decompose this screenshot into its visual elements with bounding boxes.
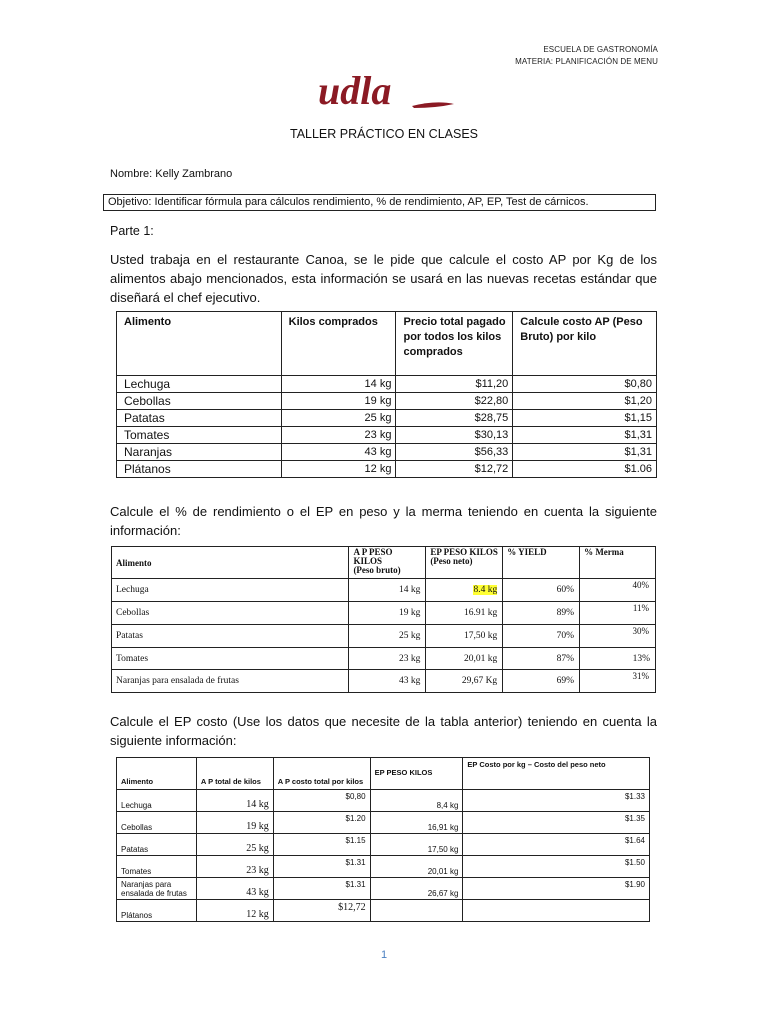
logo-text: udla	[318, 70, 392, 113]
ap-cost-value: $12,72	[338, 902, 366, 913]
header-cell: Kilos comprados	[281, 312, 396, 376]
food-cell: Tomates	[112, 648, 349, 670]
waste-cell: 11%	[580, 602, 656, 625]
food-cell: Plátanos	[117, 461, 282, 478]
header-ap-weight: A P PESO KILOS	[353, 547, 393, 566]
price-cell: $11,20	[396, 376, 513, 393]
kilos-cell: 23 kg	[281, 427, 396, 444]
ep-weight-cell: 29,67 Kg	[426, 670, 503, 693]
kilos-cell: 43 kg	[281, 444, 396, 461]
instructions-paragraph-1: Usted trabaja en el restaurante Canoa, se le pide que calcule el costo AP por Kg de los alimentos abajo mencionados, esta información se usará en las nuevas recetas estándar que diseñará el chef ejecutivo.	[110, 252, 657, 305]
table-row	[117, 427, 657, 444]
food-cell: Cebollas	[117, 393, 282, 410]
ap-cost-cell	[273, 900, 370, 922]
food-cell: Patatas	[117, 410, 282, 427]
ap-cost-cell: $1,31	[513, 444, 657, 461]
price-cell: $12,72	[396, 461, 513, 478]
ap-kilos-value: 43 kg	[246, 887, 269, 898]
ap-cost-cell: $1.31	[273, 856, 370, 878]
food-cell: Naranjas para ensalada de frutas	[112, 670, 349, 693]
food-cell: Naranjas para ensalada de frutas	[117, 878, 197, 900]
ep-kilos-cell	[370, 900, 463, 922]
yield-cell: 89%	[503, 602, 580, 625]
waste-cell: 30%	[580, 625, 656, 648]
ep-weight-cell	[426, 579, 503, 602]
header-cell: Alimento	[112, 547, 349, 579]
ep-kilos-cell: 26,67 kg	[370, 878, 463, 900]
table-row	[112, 648, 656, 670]
ap-kilos-cell	[196, 878, 273, 900]
ap-kilos-cell	[196, 790, 273, 812]
ep-kilos-cell: 16,91 kg	[370, 812, 463, 834]
ep-kilos-cell: 8,4 kg	[370, 790, 463, 812]
header-ep-weight: EP PESO KILOS	[430, 547, 498, 557]
ap-cost-cell: $1.20	[273, 812, 370, 834]
part-heading: Parte 1:	[110, 224, 154, 238]
yield-cell: 60%	[503, 579, 580, 602]
ap-cost-cell: $1.31	[273, 878, 370, 900]
ap-kilos-value: 23 kg	[246, 865, 269, 876]
yield-cell: 70%	[503, 625, 580, 648]
waste-cell: 13%	[580, 648, 656, 670]
yield-cell: 69%	[503, 670, 580, 693]
ap-kilos-value: 12 kg	[246, 909, 269, 920]
ep-cost-table	[116, 757, 650, 922]
ap-kilos-cell	[196, 900, 273, 922]
header-cell: Alimento	[117, 312, 282, 376]
header-cell: A P total de kilos	[196, 758, 273, 790]
header-cell: % YIELD	[503, 547, 580, 579]
food-cell: Naranjas	[117, 444, 282, 461]
food-cell: Tomates	[117, 856, 197, 878]
table-row	[117, 393, 657, 410]
food-cell: Tomates	[117, 427, 282, 444]
header-cell: Alimento	[117, 758, 197, 790]
food-cell: Patatas	[112, 625, 349, 648]
ap-kilos-value: 14 kg	[246, 799, 269, 810]
table-row	[117, 834, 650, 856]
ap-cost-table	[116, 311, 657, 478]
table-header-row	[117, 758, 650, 790]
food-cell: Cebollas	[117, 812, 197, 834]
ap-kilos-cell	[196, 834, 273, 856]
table-row	[117, 878, 650, 900]
price-cell: $22,80	[396, 393, 513, 410]
kilos-cell: 19 kg	[281, 393, 396, 410]
page-number: 1	[380, 949, 388, 961]
ap-cost-cell: $1.06	[513, 461, 657, 478]
yield-table	[111, 546, 656, 693]
ap-weight-cell: 43 kg	[349, 670, 426, 693]
header-cell: EP PESO KILOS	[370, 758, 463, 790]
table-row	[112, 625, 656, 648]
yield-cell: 87%	[503, 648, 580, 670]
food-cell: Cebollas	[112, 602, 349, 625]
instructions-paragraph-2: Calcule el % de rendimiento o el EP en peso y la merma teniendo en cuenta la siguiente información:	[110, 504, 657, 538]
ap-cost-cell: $1,20	[513, 393, 657, 410]
school-header	[515, 44, 658, 68]
food-cell: Patatas	[117, 834, 197, 856]
ap-weight-cell: 14 kg	[349, 579, 426, 602]
ep-weight-cell: 17,50 kg	[426, 625, 503, 648]
ap-kilos-cell	[196, 812, 273, 834]
table-row	[117, 812, 650, 834]
price-cell: $30,13	[396, 427, 513, 444]
header-cell: EP Costo por kg – Costo del peso neto	[463, 758, 650, 790]
food-cell: Lechuga	[112, 579, 349, 602]
waste-cell: 31%	[580, 670, 656, 693]
highlighted-value: 8.4 kg	[473, 585, 498, 595]
food-cell: Lechuga	[117, 790, 197, 812]
header-cell: Calcule costo AP (Peso Bruto) por kilo	[513, 312, 657, 376]
food-cell: Lechuga	[117, 376, 282, 393]
page-title: TALLER PRÁCTICO EN CLASES	[289, 127, 478, 141]
kilos-cell: 12 kg	[281, 461, 396, 478]
table-header-row	[112, 547, 656, 579]
ep-weight-cell: 16.91 kg	[426, 602, 503, 625]
school-name: ESCUELA DE GASTRONOMÍA	[543, 45, 658, 54]
ep-cost-cell: $1.90	[463, 878, 650, 900]
ap-weight-cell: 25 kg	[349, 625, 426, 648]
ap-cost-cell: $0,80	[513, 376, 657, 393]
udla-logo	[316, 70, 456, 116]
instructions-paragraph-3: Calcule el EP costo (Use los datos que necesite de la tabla anterior) teniendo en cuenta la siguiente información:	[110, 714, 657, 748]
ep-kilos-cell: 17,50 kg	[370, 834, 463, 856]
ap-cost-cell: $1,15	[513, 410, 657, 427]
header-ep-note: (Peso neto)	[430, 556, 473, 566]
ap-cost-cell: $0,80	[273, 790, 370, 812]
table-row	[112, 670, 656, 693]
ep-cost-cell: $1.33	[463, 790, 650, 812]
ep-cost-cell: $1.35	[463, 812, 650, 834]
header-cell: A P costo total por kilos	[273, 758, 370, 790]
subject-name: MATERIA: PLANIFICACIÓN DE MENU	[515, 57, 658, 66]
header-cell	[426, 547, 503, 579]
price-cell: $28,75	[396, 410, 513, 427]
ep-kilos-cell: 20,01 kg	[370, 856, 463, 878]
student-name: Nombre: Kelly Zambrano	[110, 168, 233, 180]
ep-cost-cell: $1.64	[463, 834, 650, 856]
table-row	[117, 790, 650, 812]
ep-cost-cell	[463, 900, 650, 922]
header-ap-note: (Peso bruto)	[353, 565, 401, 575]
ep-cost-cell: $1.50	[463, 856, 650, 878]
header-cell: % Merma	[580, 547, 656, 579]
ap-kilos-value: 25 kg	[246, 843, 269, 854]
header-cell: Precio total pagado por todos los kilos comprados	[396, 312, 513, 376]
table-row	[117, 900, 650, 922]
kilos-cell: 25 kg	[281, 410, 396, 427]
table-header-row	[117, 312, 657, 376]
table-row	[117, 461, 657, 478]
table-row	[112, 602, 656, 625]
ap-weight-cell: 23 kg	[349, 648, 426, 670]
table-row	[117, 376, 657, 393]
ap-cost-cell: $1.15	[273, 834, 370, 856]
objective-box: Objetivo: Identificar fórmula para cálculos rendimiento, % de rendimiento, AP, EP, Test de cárnicos.	[103, 194, 656, 211]
ap-kilos-value: 19 kg	[246, 821, 269, 832]
ep-weight-cell: 20,01 kg	[426, 648, 503, 670]
kilos-cell: 14 kg	[281, 376, 396, 393]
food-cell: Plátanos	[117, 900, 197, 922]
header-cell	[349, 547, 426, 579]
waste-cell: 40%	[580, 579, 656, 602]
ap-kilos-cell	[196, 856, 273, 878]
table-row	[117, 856, 650, 878]
table-row	[112, 579, 656, 602]
ap-cost-cell: $1,31	[513, 427, 657, 444]
price-cell: $56,33	[396, 444, 513, 461]
table-row	[117, 444, 657, 461]
ap-weight-cell: 19 kg	[349, 602, 426, 625]
table-row	[117, 410, 657, 427]
